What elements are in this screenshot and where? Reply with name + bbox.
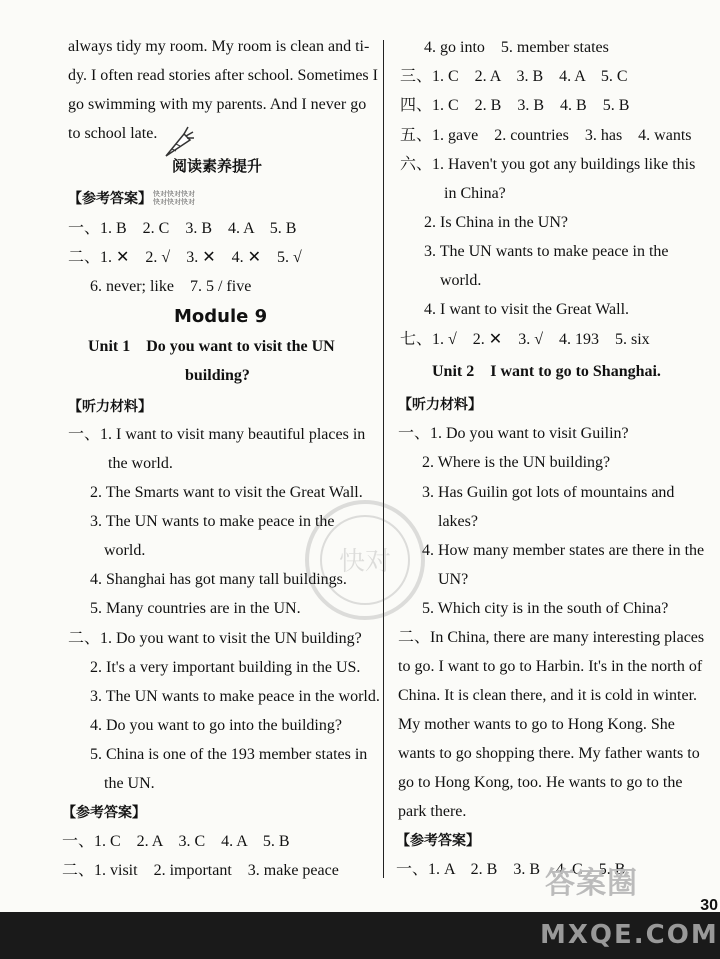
listening-line: 3. The UN wants to make peace in the [90,513,335,530]
paragraph-line: go swimming with my parents. And I never go [68,96,367,113]
unit-title: Unit 2 I want to go to Shanghai. [432,363,661,380]
answer-line: 4. go into 5. member states [424,39,609,56]
paragraph-line: go to Hong Kong, too. He wants to go to the [398,774,683,791]
listening-line: 5. Which city is in the south of China? [422,600,669,617]
paragraph-line: My mother wants to go to Hong Kong. She [398,716,675,733]
answers-label: 【参考答案】 [68,191,152,207]
listening-line: 5. China is one of the 193 member states in [90,746,368,763]
answer-line: 六、1. Haven't you got any buildings like this [400,156,696,173]
answer-line: 6. never; like 7. 5 / five [90,278,252,295]
answers-label: 【参考答案】 [62,805,146,821]
listening-line: 一、1. I want to visit many beautiful places in [68,426,366,443]
listening-label: 【听力材料】 [68,399,152,415]
page-number: 30 [700,897,718,914]
answer-line: 一、1. A 2. B 3. B 4. C 5. B [396,861,626,878]
listening-line: 5. Many countries are in the UN. [90,600,301,617]
watermark-text: 快对 [338,547,392,577]
listening-line: 3. The UN wants to make peace in the world. [90,688,380,705]
listening-line: 2. Where is the UN building? [422,454,611,471]
listening-line: 4. How many member states are there in the [422,542,705,559]
answer-line: 三、1. C 2. A 3. B 4. A 5. C [400,68,628,85]
listening-line: 3. Has Guilin got lots of mountains and [422,484,675,501]
paragraph-line: to school late. [68,125,158,142]
watermark-stamp [300,495,430,625]
watermark-corner: 答案圈 [545,866,638,901]
paragraph-line: always tidy my room. My room is clean and ti- [68,38,370,55]
answer-line: 二、1. visit 2. important 3. make peace [62,862,339,879]
answer-line: 二、1. ✕ 2. √ 3. ✕ 4. ✕ 5. √ [68,249,302,266]
answer-line: 3. The UN wants to make peace in the [424,243,669,260]
paragraph-line: dy. I often read stories after school. Sometimes I [68,67,378,84]
listening-line: 2. It's a very important building in the US. [90,659,361,676]
listening-line: 4. Shanghai has got many tall buildings. [90,571,347,588]
paragraph-line: China. It is clean there, and it is cold in winter. [398,687,698,704]
answers-label: 【参考答案】 [396,833,480,849]
carrot-icon [160,124,196,160]
answer-line: 2. Is China in the UN? [424,214,568,231]
section-heading: 阅读素养提升 [172,157,263,175]
unit-title-cont: building? [185,367,250,384]
answer-line: 4. I want to visit the Great Wall. [424,301,630,318]
listening-line: 4. Do you want to go into the building? [90,717,342,734]
logo: 快对快对快对 快对快对快对 [153,190,195,206]
column-divider [383,40,384,878]
paragraph-line: to go. I want to go to Harbin. It's in the north of [398,658,703,675]
listening-line: 一、1. Do you want to visit Guilin? [398,425,629,442]
answer-line: 一、1. C 2. A 3. C 4. A 5. B [62,833,290,850]
listening-line: the world. [108,455,173,472]
listening-line: lakes? [438,513,478,530]
answer-line: 七、1. √ 2. ✕ 3. √ 4. 193 5. six [400,331,650,348]
listening-line: the UN. [104,775,155,792]
paragraph-line: wants to go shopping there. My father wants to [398,745,700,762]
listening-label: 【听力材料】 [398,397,482,413]
listening-line: world. [104,542,146,559]
listening-line: 二、1. Do you want to visit the UN building? [68,630,362,647]
answer-line: world. [440,272,482,289]
unit-title: Unit 1 Do you want to visit the UN [88,338,335,355]
paragraph-line: park there. [398,803,467,820]
answer-line: in China? [444,185,506,202]
watermark-url: MXQE.COM [540,920,719,950]
answer-line: 五、1. gave 2. countries 3. has 4. wants [400,127,692,144]
listening-line: 2. The Smarts want to visit the Great Wall. [90,484,363,501]
answer-line: 四、1. C 2. B 3. B 4. B 5. B [400,97,630,114]
module-title: Module 9 [174,306,268,327]
listening-line: UN? [438,571,469,588]
paragraph-line: 二、In China, there are many interesting places [398,629,705,646]
answer-line: 一、1. B 2. C 3. B 4. A 5. B [68,220,297,237]
